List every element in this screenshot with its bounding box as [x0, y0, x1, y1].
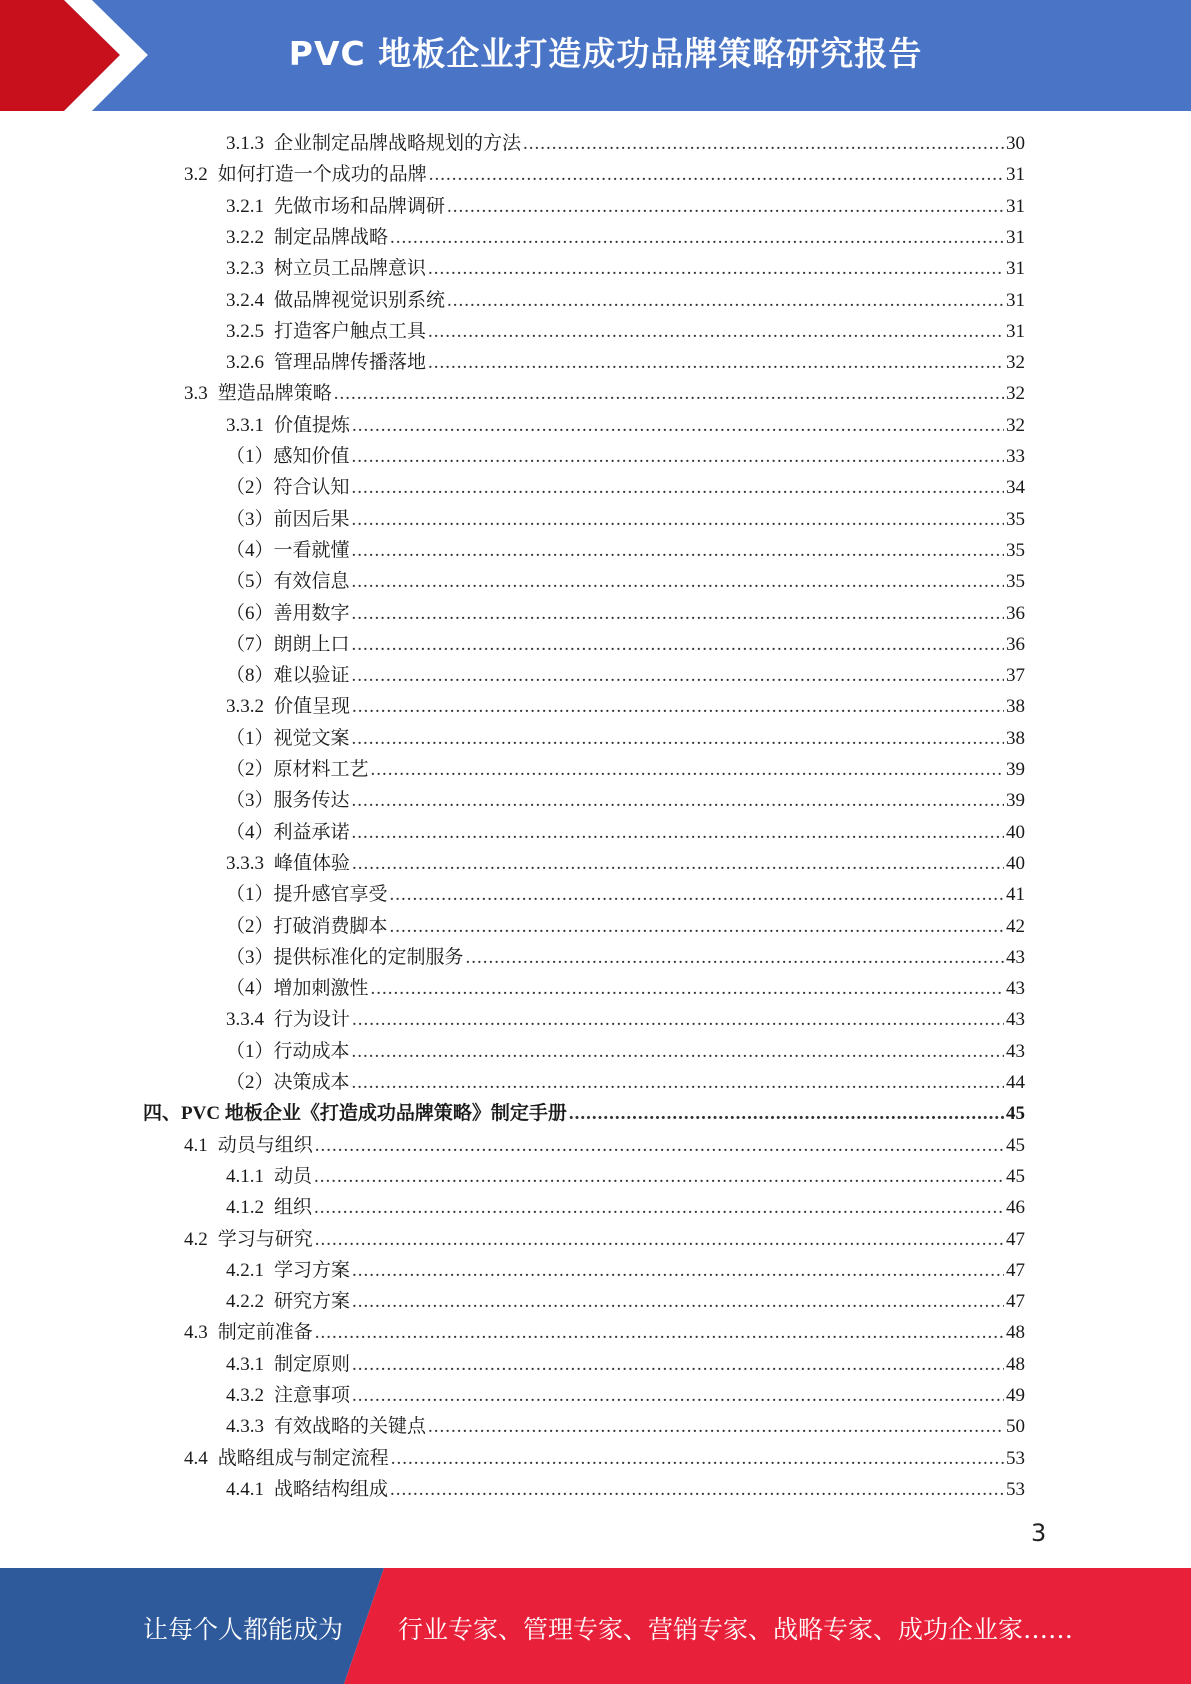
toc-entry-title: 视觉文案 [273, 727, 350, 749]
toc-entry-title: 如何打造一个成功的品牌 [217, 164, 427, 186]
toc-entry-title: 打破消费脚本 [273, 915, 388, 937]
toc-entry[interactable] [226, 191, 1025, 222]
toc-entry[interactable] [226, 691, 1025, 722]
toc-entry-page: 34 [1006, 477, 1025, 499]
toc-entry-page: 44 [1006, 1072, 1025, 1093]
toc-entry-number: 4.2 [184, 1228, 208, 1250]
toc-entry-title: 组织 [274, 1197, 313, 1219]
toc-entry-number: 3.3.3 [226, 852, 264, 874]
toc-entry-page: 43 [1006, 946, 1025, 968]
toc-entry-number: （2） [226, 1072, 274, 1093]
toc-leader-dots [352, 723, 1004, 754]
toc-leader-dots [428, 347, 1004, 378]
toc-entry-number: 4.3.3 [226, 1416, 264, 1438]
toc-entry-page: 43 [1006, 978, 1025, 1000]
toc-entry-number: （1） [226, 884, 274, 906]
toc-entry-title: 提升感官享受 [273, 884, 388, 906]
page-header [0, 0, 1191, 111]
toc-entry-title: 动员 [274, 1165, 313, 1187]
toc-entry[interactable] [184, 378, 1025, 409]
toc-entry[interactable] [184, 159, 1025, 190]
footer-tagline: 行业专家、管理专家、营销专家、战略专家、成功企业家…… [398, 1615, 1074, 1644]
toc-leader-dots [371, 973, 1004, 1004]
toc-leader-dots [569, 1098, 1004, 1129]
toc-entry-page: 32 [1006, 352, 1025, 374]
toc-entry-page: 43 [1006, 1040, 1025, 1062]
toc-entry-title: 服务传达 [273, 790, 350, 812]
toc-entry-number: （3） [226, 946, 274, 968]
toc-entry-number: 3.2.5 [226, 320, 264, 342]
toc-entry-page: 48 [1006, 1322, 1025, 1344]
toc-leader-dots [352, 504, 1004, 535]
toc-entry[interactable] [226, 848, 1025, 879]
toc-entry-title: 塑造品牌策略 [217, 383, 332, 405]
toc-entry-title: 战略结构组成 [274, 1478, 389, 1500]
toc-entry-title: 注意事项 [274, 1385, 351, 1406]
toc-entry-number: 四、 [143, 1103, 182, 1125]
toc-entry-number: （6） [226, 602, 274, 624]
toc-entry-page: 31 [1006, 164, 1025, 186]
toc-entry-page: 35 [1006, 571, 1025, 593]
toc-entry-page: 33 [1006, 446, 1025, 467]
toc-entry[interactable] [226, 347, 1025, 378]
page-footer [0, 1568, 1191, 1684]
toc-leader-dots [447, 285, 1004, 316]
toc-entry-title: 行为设计 [274, 1009, 351, 1031]
toc-entry-page: 45 [1006, 1165, 1025, 1187]
toc-entry[interactable] [226, 441, 1025, 472]
toc-entry-title: 前因后果 [273, 508, 350, 530]
toc-entry-title: 价值呈现 [274, 696, 351, 718]
toc-entry-page: 35 [1006, 508, 1025, 530]
toc-entry-title: 学习与研究 [217, 1228, 313, 1250]
toc-entry[interactable] [226, 253, 1025, 284]
toc-entry-number: （1） [226, 1040, 274, 1062]
toc-entry-number: （8） [226, 665, 274, 687]
toc-entry-title: 研究方案 [274, 1291, 351, 1313]
toc-leader-dots [352, 1004, 1004, 1035]
toc-leader-dots [352, 598, 1004, 629]
toc-leader-dots [390, 1474, 1004, 1505]
toc-entry[interactable] [226, 535, 1025, 566]
toc-leader-dots [352, 785, 1004, 816]
toc-entry-title: 行动成本 [273, 1040, 350, 1062]
toc-entry-number: 3.2.2 [226, 226, 264, 248]
toc-entry-page: 45 [1006, 1134, 1025, 1156]
toc-entry[interactable] [184, 1317, 1025, 1348]
toc-leader-dots [447, 191, 1004, 222]
toc-entry[interactable] [226, 566, 1025, 597]
toc-entry-page: 53 [1006, 1478, 1025, 1500]
toc-entry-title: 制定品牌战略 [274, 226, 389, 248]
toc-leader-dots [390, 222, 1004, 253]
toc-entry-number: （3） [226, 508, 274, 530]
toc-entry-number: 4.1 [184, 1134, 208, 1156]
toc-entry-title: 原材料工艺 [273, 759, 369, 780]
toc-leader-dots [352, 1286, 1004, 1317]
toc-leader-dots [390, 911, 1004, 942]
toc-leader-dots [352, 535, 1004, 566]
toc-entry-page: 31 [1006, 226, 1025, 248]
toc-entry-title: PVC 地板企业《打造成功品牌策略》制定手册 [181, 1103, 567, 1125]
toc-entry-title: 峰值体验 [274, 852, 351, 874]
toc-entry-page: 35 [1006, 539, 1025, 561]
toc-entry-number: 3.1.3 [226, 133, 264, 154]
toc-entry-number: 3.3.1 [226, 414, 264, 436]
toc-entry-page: 32 [1006, 383, 1025, 405]
toc-leader-dots [352, 1255, 1004, 1286]
toc-entry-title: 先做市场和品牌调研 [274, 195, 446, 217]
toc-entry[interactable] [226, 1161, 1025, 1192]
toc-entry-page: 40 [1006, 821, 1025, 843]
toc-entry-page: 42 [1006, 915, 1025, 937]
toc-entry-page: 37 [1006, 665, 1025, 687]
toc-leader-dots [428, 1411, 1004, 1442]
toc-entry-title: 制定原则 [274, 1353, 351, 1375]
toc-entry[interactable] [226, 285, 1025, 316]
toc-entry-page: 40 [1006, 852, 1025, 874]
toc-entry-title: 感知价值 [273, 446, 350, 467]
toc-entry-title: 有效信息 [273, 571, 350, 593]
toc-entry[interactable] [226, 598, 1025, 629]
toc-leader-dots [352, 660, 1004, 691]
toc-entry-title: 企业制定品牌战略规划的方法 [274, 133, 522, 154]
page-number: 3 [1031, 1519, 1047, 1547]
toc-entry-number: 3.2.3 [226, 258, 264, 280]
toc-entry-page: 36 [1006, 633, 1025, 655]
toc-entry-number: （2） [226, 477, 274, 499]
toc-entry-page: 50 [1006, 1416, 1025, 1438]
toc-leader-dots [352, 1349, 1004, 1380]
toc-entry-title: 战略组成与制定流程 [217, 1447, 389, 1469]
toc-entry-number: （1） [226, 446, 274, 467]
toc-entry-page: 47 [1006, 1291, 1025, 1313]
toc-entry-page: 45 [1006, 1103, 1025, 1125]
toc-entry[interactable] [226, 879, 1025, 910]
toc-leader-dots [390, 879, 1004, 910]
toc-leader-dots [314, 1192, 1004, 1223]
toc-leader-dots [352, 1036, 1004, 1067]
toc-leader-dots [334, 378, 1004, 409]
toc-entry-page: 38 [1006, 727, 1025, 749]
header-title: PVC 地板企业打造成功品牌策略研究报告 [288, 34, 923, 73]
toc-entry[interactable] [226, 1004, 1025, 1035]
toc-entry-number: 4.2.1 [226, 1259, 264, 1281]
toc-entry-title: 管理品牌传播落地 [274, 352, 427, 374]
toc-entry[interactable] [226, 1474, 1025, 1505]
toc-entry[interactable] [226, 1286, 1025, 1317]
toc-leader-dots [428, 316, 1004, 347]
toc-leader-dots [315, 1317, 1004, 1348]
toc-entry[interactable] [184, 1443, 1025, 1474]
toc-entry[interactable] [226, 723, 1025, 754]
toc-leader-dots [352, 629, 1004, 660]
toc-entry[interactable] [226, 504, 1025, 535]
toc-leader-dots [315, 1130, 1004, 1161]
toc-entry-title: 学习方案 [274, 1259, 351, 1281]
toc-entry[interactable] [226, 785, 1025, 816]
toc-entry[interactable] [226, 1255, 1025, 1286]
toc-entry[interactable] [226, 660, 1025, 691]
toc-entry-title: 制定前准备 [217, 1322, 313, 1344]
toc-entry-title: 做品牌视觉识别系统 [274, 289, 446, 311]
toc-entry-page: 31 [1006, 289, 1025, 311]
toc-entry-page: 39 [1006, 759, 1025, 780]
toc-entry-number: 4.2.2 [226, 1291, 264, 1313]
toc-leader-dots [315, 1224, 1004, 1255]
toc-entry-title: 难以验证 [273, 665, 350, 687]
toc-entry-title: 善用数字 [273, 602, 350, 624]
toc-entry-number: 3.2.4 [226, 289, 264, 311]
toc-entry-page: 31 [1006, 320, 1025, 342]
toc-entry-page: 30 [1006, 133, 1025, 154]
toc-entry[interactable] [226, 222, 1025, 253]
toc-leader-dots [428, 253, 1004, 284]
toc-leader-dots [352, 410, 1004, 441]
toc-entry-page: 36 [1006, 602, 1025, 624]
toc-entry-number: （7） [226, 633, 274, 655]
toc-entry-title: 增加刺激性 [273, 978, 369, 1000]
toc-entry-number: 4.3.1 [226, 1353, 264, 1375]
toc-entry[interactable] [143, 1098, 1025, 1129]
footer-slogan: 让每个人都能成为 [143, 1615, 344, 1644]
toc-entry-number: 4.1.2 [226, 1197, 264, 1219]
toc-entry-title: 动员与组织 [217, 1134, 313, 1156]
toc-entry-page: 38 [1006, 696, 1025, 718]
toc-entry-page: 47 [1006, 1259, 1025, 1281]
toc-entry[interactable] [184, 1130, 1025, 1161]
toc-leader-dots [352, 441, 1004, 472]
toc-entry-number: 4.3.2 [226, 1385, 264, 1406]
toc-entry[interactable] [226, 1380, 1025, 1411]
toc-entry-number: （4） [226, 978, 274, 1000]
toc-entry-title: 决策成本 [273, 1072, 350, 1093]
toc-entry-page: 53 [1006, 1447, 1025, 1469]
toc-leader-dots [352, 566, 1004, 597]
toc-entry-title: 一看就懂 [273, 539, 350, 561]
toc-leader-dots [352, 1380, 1004, 1411]
toc-leader-dots [429, 159, 1004, 190]
toc-entry-title: 价值提炼 [274, 414, 351, 436]
toc-entry-number: （2） [226, 915, 274, 937]
toc-entry[interactable] [226, 316, 1025, 347]
toc-entry-number: 3.3.2 [226, 696, 264, 718]
toc-entry[interactable] [226, 817, 1025, 848]
toc-leader-dots [391, 1443, 1004, 1474]
toc-entry-number: 4.3 [184, 1322, 208, 1344]
toc-entry-title: 树立员工品牌意识 [274, 258, 427, 280]
toc-entry[interactable] [226, 754, 1025, 785]
toc-entry-page: 48 [1006, 1353, 1025, 1375]
toc-entry-title: 符合认知 [273, 477, 350, 499]
toc-entry-page: 31 [1006, 258, 1025, 280]
toc-entry-page: 46 [1006, 1197, 1025, 1219]
toc-leader-dots [314, 1161, 1004, 1192]
toc-leader-dots [371, 754, 1004, 785]
toc-entry-number: 3.3.4 [226, 1009, 264, 1031]
toc-entry[interactable] [226, 410, 1025, 441]
toc-entry-number: 3.2.1 [226, 195, 264, 217]
toc-entry-page: 32 [1006, 414, 1025, 436]
toc-entry-number: （4） [226, 539, 274, 561]
toc-leader-dots [352, 472, 1004, 503]
toc-entry-number: 3.2.6 [226, 352, 264, 374]
toc-entry-number: （1） [226, 727, 274, 749]
toc-entry[interactable] [226, 942, 1025, 973]
toc-entry[interactable] [226, 911, 1025, 942]
toc-entry-page: 49 [1006, 1385, 1025, 1406]
toc-leader-dots [466, 942, 1004, 973]
toc-leader-dots [523, 128, 1004, 159]
toc-entry-number: 4.4 [184, 1447, 208, 1469]
toc-entry-number: （5） [226, 571, 274, 593]
toc-entry-number: （3） [226, 790, 274, 812]
toc-leader-dots [352, 691, 1004, 722]
toc-entry-number: 3.2 [184, 164, 208, 186]
toc-leader-dots [352, 817, 1004, 848]
toc-entry-page: 43 [1006, 1009, 1025, 1031]
toc-entry-number: 3.3 [184, 383, 208, 405]
toc-entry-page: 31 [1006, 195, 1025, 217]
toc-entry[interactable] [184, 1224, 1025, 1255]
toc-entry-title: 打造客户触点工具 [274, 320, 427, 342]
toc-entry-title: 有效战略的关键点 [274, 1416, 427, 1438]
toc-entry[interactable] [226, 1036, 1025, 1067]
toc-entry-title: 提供标准化的定制服务 [273, 946, 464, 968]
toc-entry[interactable] [226, 128, 1025, 159]
toc-entry-page: 41 [1006, 884, 1025, 906]
toc-entry[interactable] [226, 629, 1025, 660]
toc-entry-number: （2） [226, 759, 274, 780]
toc-entry-title: 朗朗上口 [273, 633, 350, 655]
toc-entry-number: 4.1.1 [226, 1165, 264, 1187]
toc-entry[interactable] [226, 1192, 1025, 1223]
toc-entry[interactable] [226, 973, 1025, 1004]
toc-entry-title: 利益承诺 [273, 821, 350, 843]
toc-entry[interactable] [226, 1067, 1025, 1098]
toc-leader-dots [352, 848, 1004, 879]
toc-leader-dots [352, 1067, 1004, 1098]
toc-entry-page: 47 [1006, 1228, 1025, 1250]
toc-entry-number: 4.4.1 [226, 1478, 264, 1500]
toc-entry-number: （4） [226, 821, 274, 843]
toc-entry[interactable] [226, 1411, 1025, 1442]
toc-entry-page: 39 [1006, 790, 1025, 812]
toc-entry[interactable] [226, 472, 1025, 503]
toc-entry[interactable] [226, 1349, 1025, 1380]
